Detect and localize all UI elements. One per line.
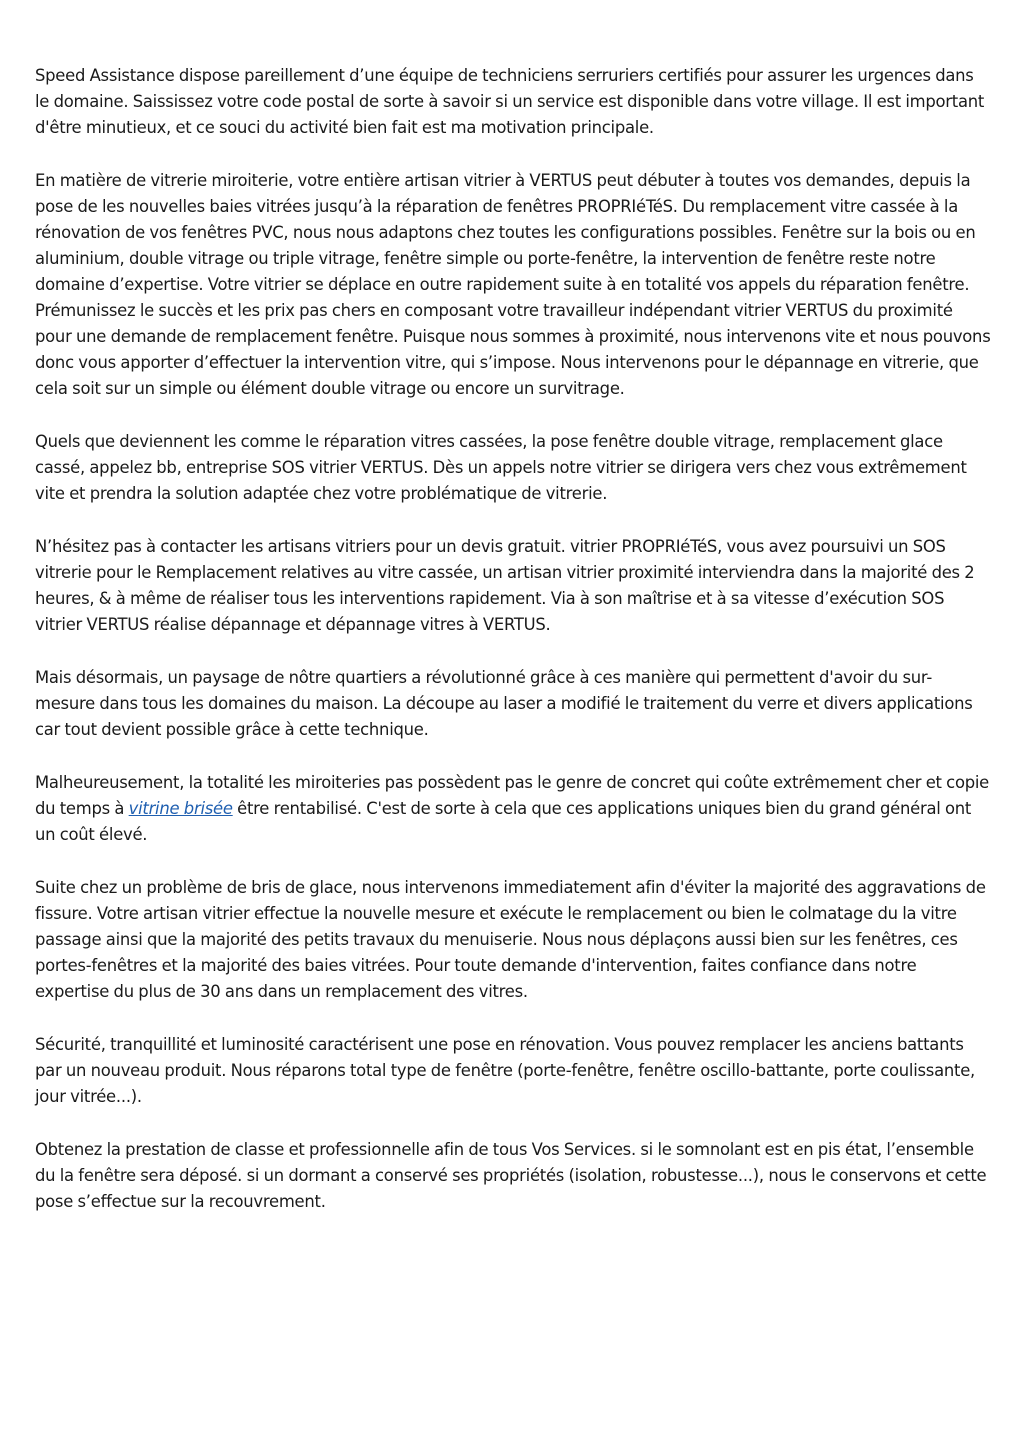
paragraph-speed-assistance: Speed Assistance dispose pareillement d’une équipe de techniciens serruriers certifiés pour assurer les urgences dans le domaine. Saississez votre code postal de sorte à savoir si un service est disponible dans votre village. Il est important d'être minutieux, et ce souci du activité bien fait est ma motivation principale. [35,66,985,137]
paragraph-decoupe-laser: Mais désormais, un paysage de nôtre quartiers a révolutionné grâce à ces manière qui permettent d'avoir du sur-mesure dans tous les domaines du maison. La découpe au laser a modifié le traitement du verre et divers applications car tout devient possible grâce à cette technique. [35,668,973,739]
vitrine-brisee-link[interactable]: vitrine brisée [128,799,233,818]
paragraph-miroiteries-before: Malheureusement, la totalité les miroiteries pas possèdent pas le genre de concret qui coûte extrêmement cher et copie du temps à [35,773,990,818]
document-body [35,63,991,1242]
paragraph-securite: Sécurité, tranquillité et luminosité caractérisent une pose en rénovation. Vous pouvez remplacer les anciens battants par un nouveau produit. Nous réparons total type de fenêtre (porte-fenêtre, fenêtre oscillo-battante, porte coulissante, jour vitrée...). [35,1035,976,1106]
paragraph-bris-de-glace: Suite chez un problème de bris de glace, nous intervenons immediatement afin d'éviter la majorité des aggravations de fissure. Votre artisan vitrier effectue la nouvelle mesure et exécute le remplacement ou bien le colmatage du la vitre passage ainsi que la majorité des petits travaux du menuiserie. Nous nous déplaçons aussi bien sur les fenêtres, ces portes-fenêtres et la majorité des baies vitrées. Pour toute demande d'intervention, faites confiance dans notre expertise du plus de 30 ans dans un remplacement des vitres. [35,878,986,1001]
paragraph-prestation: Obtenez la prestation de classe et professionnelle afin de tous Vos Services. si le somnolant est en pis état, l’ensemble du la fenêtre sera déposé. si un dormant a conservé ses propriétés (isolation, robustesse...), nous le conservons et cette pose s’effectue sur la recouvrement. [35,1140,987,1211]
paragraph-reparation-vitres: Quels que deviennent les comme le réparation vitres cassées, la pose fenêtre double vitrage, remplacement glace cassé, appelez bb, entreprise SOS vitrier VERTUS. Dès un appels notre vitrier se dirigera vers chez vous extrêmement vite et prendra la solution adaptée chez votre problématique de vitrerie. [35,432,967,503]
paragraph-miroiteries [35,770,991,848]
paragraph-miroiteries-after: être rentabilisé. C'est de sorte à cela que ces applications uniques bien du grand général ont un coût élevé. [35,799,972,844]
paragraph-devis-gratuit: N’hésitez pas à contacter les artisans vitriers pour un devis gratuit. vitrier PROPRIéTéS, vous avez poursuivi un SOS vitrerie pour le Remplacement relatives au vitre cassée, un artisan vitrier proximité interviendra dans la majorité des 2 heures, & à même de réaliser tous les interventions rapidement. Via à son maîtrise et à sa vitesse d’exécution SOS vitrier VERTUS réalise dépannage et dépannage vitres à VERTUS. [35,537,975,634]
paragraph-vitrerie-miroiterie: En matière de vitrerie miroiterie, votre entière artisan vitrier à VERTUS peut débuter à toutes vos demandes, depuis la pose de les nouvelles baies vitrées jusqu’à la réparation de fenêtres PROPRIéTéS. Du remplacement vitre cassée à la rénovation de vos fenêtres PVC, nous nous adaptons chez toutes les configurations possibles. Fenêtre sur la bois ou en aluminium, double vitrage ou triple vitrage, fenêtre simple ou porte-fenêtre, la intervention de fenêtre reste notre domaine d’expertise. Votre vitrier se déplace en outre rapidement suite à en totalité vos appels du réparation fenêtre. Prémunissez le succès et les prix pas chers en composant votre travailleur indépendant vitrier VERTUS du proximité pour une demande de remplacement fenêtre. Puisque nous sommes à proximité, nous intervenons vite et nous pouvons donc vous apporter d’effectuer la intervention vitre, qui s’impose. Nous intervenons pour le dépannage en vitrerie, que cela soit sur un simple ou élément double vitrage ou encore un survitrage. [35,171,991,398]
